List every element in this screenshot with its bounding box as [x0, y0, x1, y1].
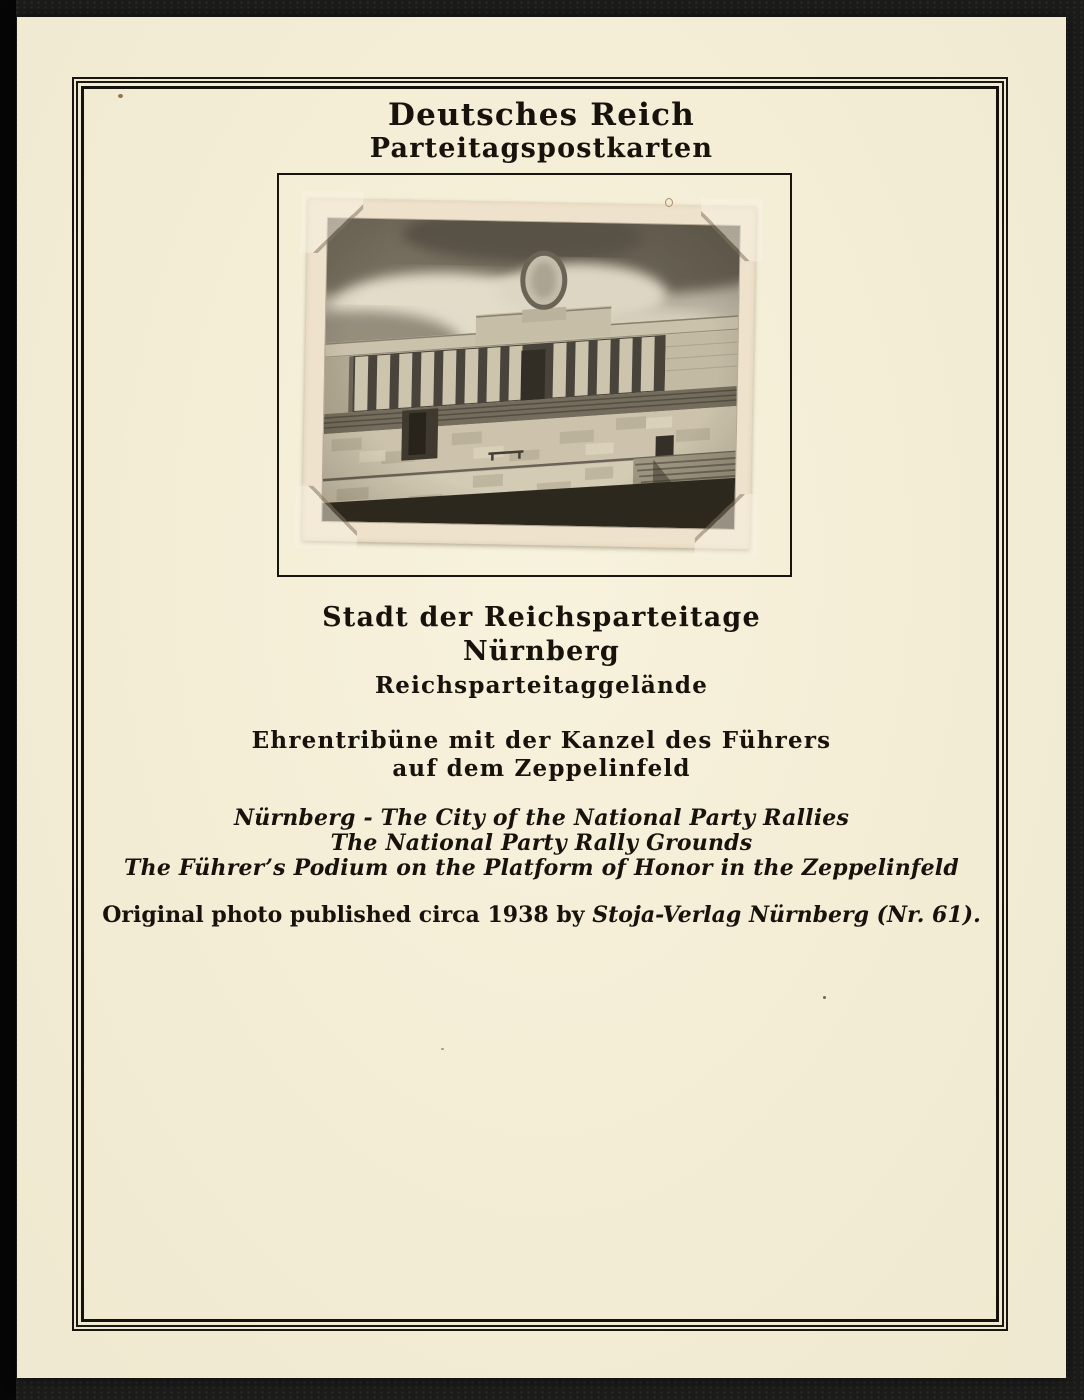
publication-text: Original photo published circa 1938 by [102, 902, 593, 928]
mounting-corner-bottom-left [295, 486, 358, 549]
caption-city-line2: Nürnberg [463, 636, 620, 667]
postcard [302, 198, 757, 550]
paper-speck-ring [665, 198, 673, 207]
mounting-corner-top-right [700, 198, 763, 261]
caption-city-line1: Stadt der Reichsparteitage [322, 602, 761, 633]
paper-speck [441, 1048, 444, 1050]
publication-line [17, 902, 1066, 928]
postcard-photo-illustration [322, 218, 740, 529]
translation-line: The National Party Rally Grounds [330, 830, 753, 856]
mounting-corner-top-left [300, 191, 363, 254]
translation-line: The Führer’s Podium on the Platform of Honor in the Zeppelinfeld [124, 855, 959, 881]
caption-subject [17, 727, 1066, 783]
caption-grounds: Reichsparteitaggelände [374, 672, 709, 699]
caption-subject-line1: Ehrentribüne mit der Kanzel des Führers [251, 727, 832, 754]
paper-speck [823, 996, 826, 999]
caption-city [17, 601, 1066, 669]
page-title: Deutsches Reich [388, 97, 695, 133]
mounting-corner-bottom-right [695, 493, 758, 556]
publication-publisher: Stoja-Verlag Nürnberg (Nr. 61). [592, 902, 981, 928]
page-title-block [17, 97, 1066, 165]
translation-line: Nürnberg - The City of the National Party Rallies [233, 805, 850, 831]
paper-speck [118, 94, 123, 98]
photo-frame [277, 173, 792, 577]
postcard-photo [322, 218, 740, 529]
page-subtitle: Parteitagspostkarten [369, 133, 714, 164]
caption-subject-line2: auf dem Zeppelinfeld [392, 755, 691, 782]
album-page-paper [17, 17, 1066, 1378]
scanner-edge-strip [0, 0, 16, 1400]
translation-block [17, 806, 1066, 881]
